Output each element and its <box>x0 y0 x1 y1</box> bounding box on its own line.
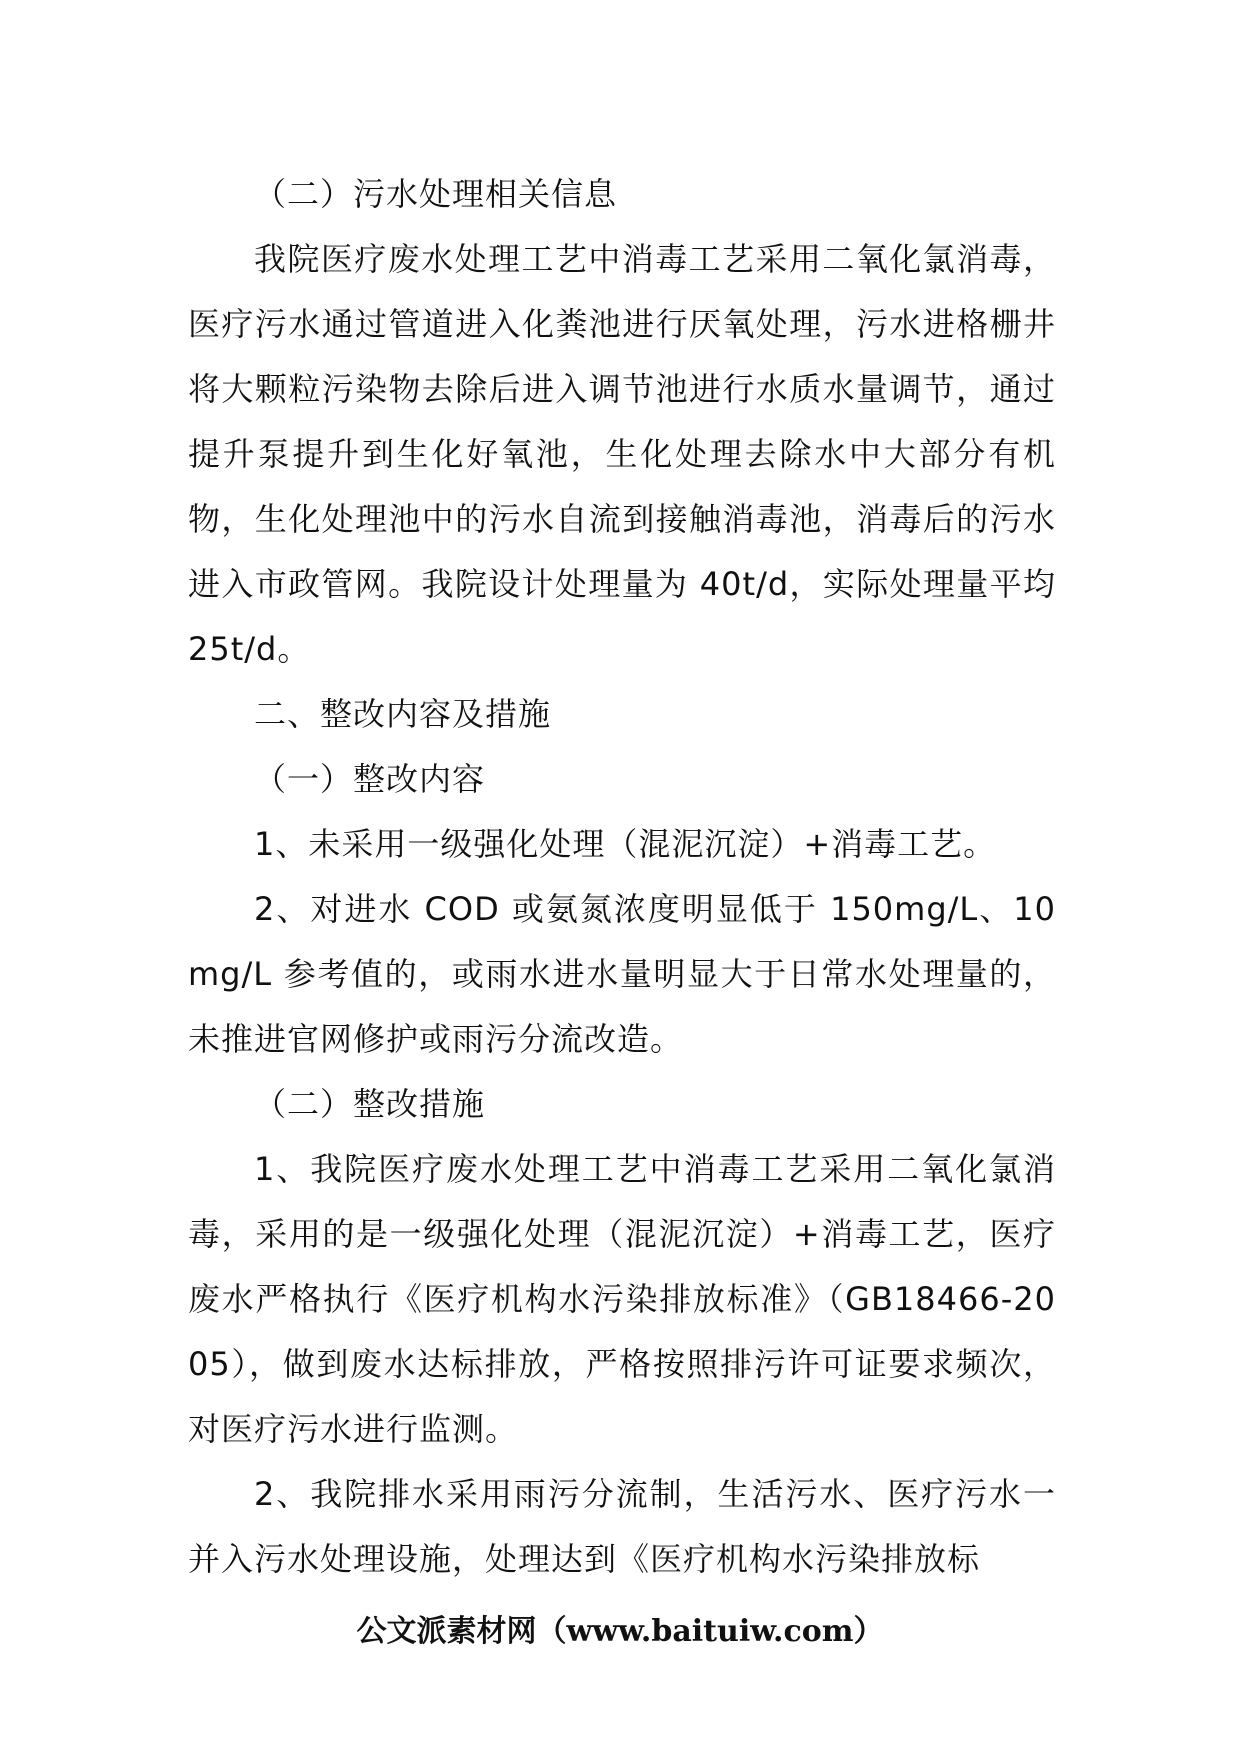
body-paragraph: 我院医疗废水处理工艺中消毒工艺采用二氧化氯消毒，医疗污水通过管道进入化粪池进行厌氧处理，污水进格栅井将大颗粒污染物去除后进入调节池进行水质水量调节，通过提升泵提升到生化好氧池，生化处理去除水中大部分有机物，生化处理池中的污水自流到接触消毒池，消毒后的污水进入市政管网。我院设计处理量为 40t/d，实际处理量平均 25t/d。 <box>188 240 1056 668</box>
list-item: 1、我院医疗废水处理工艺中消毒工艺采用二氧化氯消毒，采用的是一级强化处理（混泥沉淀）+消毒工艺，医疗废水严格执行《医疗机构水污染排放标准》（GB18466-2005），做到废水达标排放，严格按照排污许可证要求频次，对医疗污水进行监测。 <box>188 1150 1056 1448</box>
section-heading: 二、整改内容及措施 <box>254 695 552 733</box>
section-heading: （二）污水处理相关信息 <box>254 175 618 213</box>
subsection-heading: （二）整改措施 <box>254 1085 486 1123</box>
subsection-heading: （一）整改内容 <box>254 760 486 798</box>
list-item: 1、未采用一级强化处理（混泥沉淀）+消毒工艺。 <box>254 825 997 863</box>
footer-watermark: 公文派素材网（www.baituiw.com） <box>356 1614 884 1649</box>
list-item: 2、我院排水采用雨污分流制，生活污水、医疗污水一并入污水处理设施，处理达到《医疗机构水污染排放标 <box>188 1475 1056 1578</box>
document-body <box>188 162 1056 1592</box>
list-item: 2、对进水 COD 或氨氮浓度明显低于 150mg/L、10mg/L 参考值的，或雨水进水量明显大于日常水处理量的，未推进官网修护或雨污分流改造。 <box>188 890 1056 1058</box>
